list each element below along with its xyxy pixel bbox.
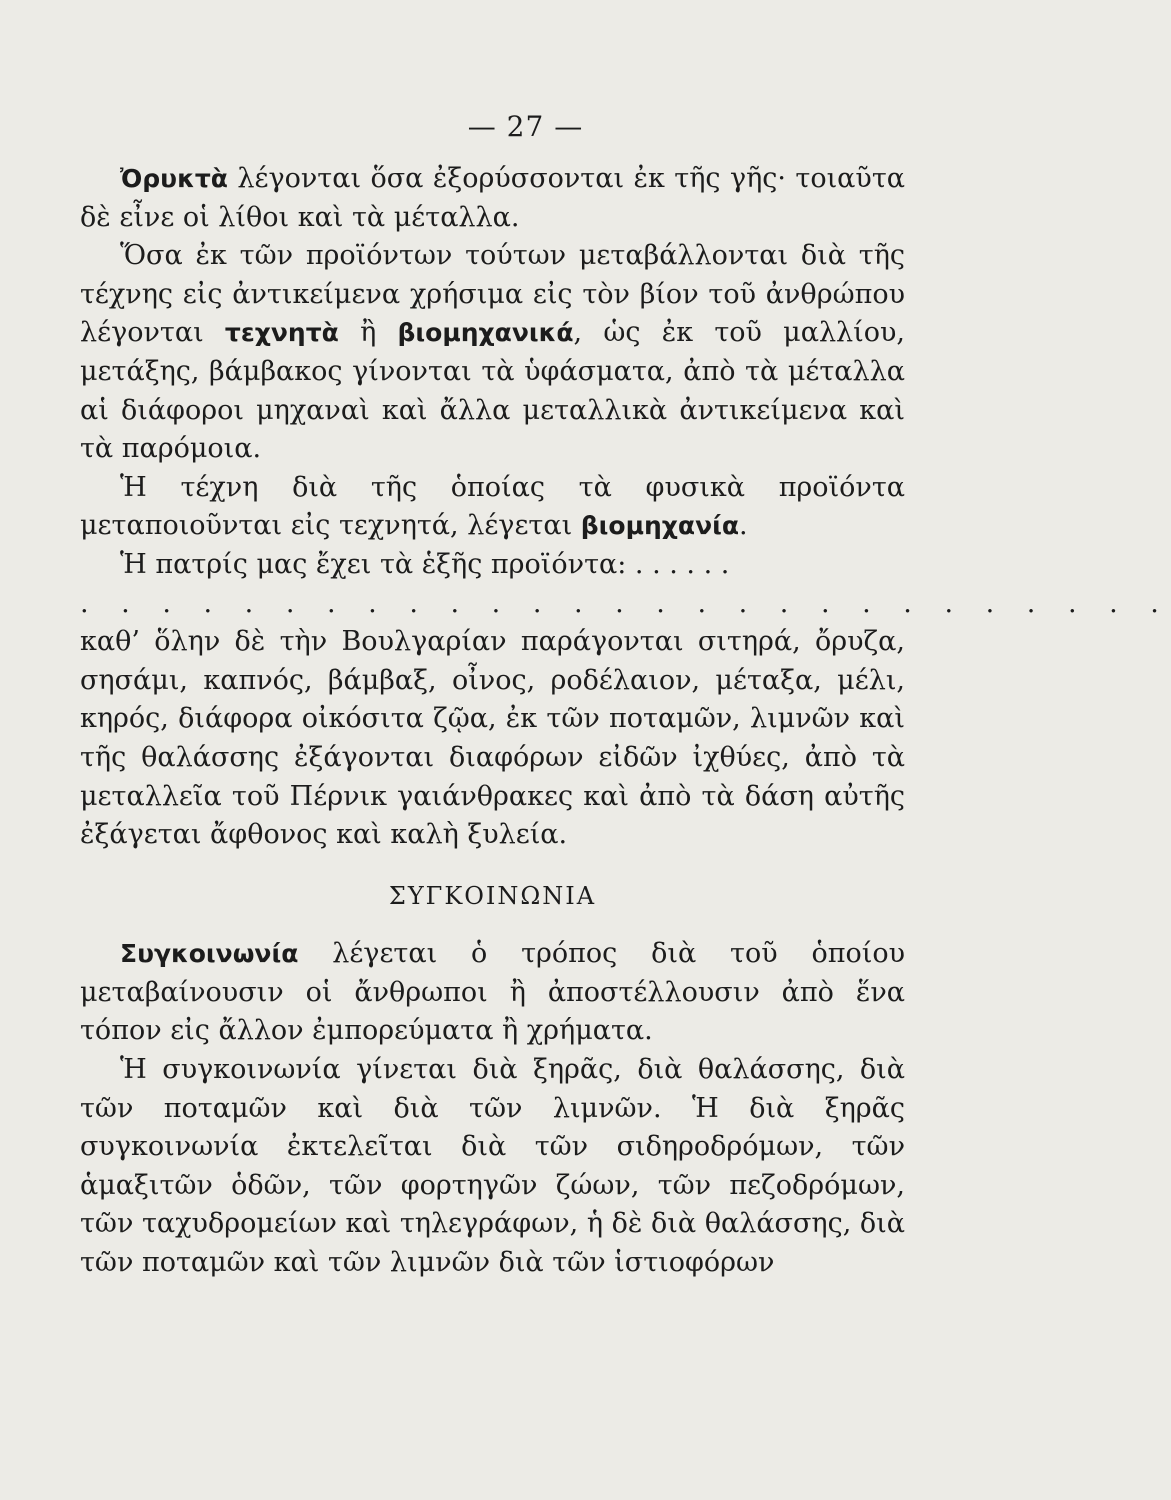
paragraph-communication (80, 935, 905, 1051)
paragraph-industry-text-2: . (739, 510, 748, 542)
term-minerals: Ὀρυκτὰ (120, 164, 228, 193)
paragraph-minerals-text: λέγονται ὅσα ἐξορύσσονται ἐκ τῆς γῆς· τοιαῦτα δὲ εἶνε οἱ λίθοι καὶ τὰ μέταλλα. (80, 163, 905, 233)
term-artificial: τεχνητὰ (224, 318, 339, 348)
paragraph-communication-text: λέγεται ὁ τρόπος διὰ τοῦ ὁποίου μεταβαίνουσιν οἱ ἄνθρωποι ἢ ἀποστέλλουσιν ἀπὸ ἕνα τόπον εἰς ἄλλον ἐμπορεύματα ἢ χρήματα. (80, 938, 905, 1047)
paragraph-manufactured-text-3: , ὡς ἐκ τοῦ μαλλίου, μετάξης, βάμβακος γίνονται τὰ ὑφάσματα, ἀπὸ τὰ μέταλλα αἱ διάφοροι μηχαναὶ καὶ ἄλλα μεταλλικὰ ἀντικείμενα καὶ τὰ παρόμοια. (80, 317, 906, 465)
paragraph-industry (80, 469, 905, 546)
term-industrial: βιομηχανικά (397, 318, 574, 348)
page-number: — 27 — (467, 110, 584, 143)
paragraph-minerals (80, 160, 905, 237)
section-heading: ΣΥΓΚΟΙΝΩΝΙΑ (388, 881, 597, 910)
paragraph-manufactured-text-1: Ὅσα ἐκ τῶν προϊόντων τούτων μεταβάλλονται διὰ τῆς τέχνης εἰς ἀντικείμενα χρήσιμα εἰς τὸν βίον τοῦ ἀνθρώπου λέγονται (80, 240, 905, 349)
page-text (80, 160, 1171, 1283)
paragraph-communication-means: Ἡ συγκοινωνία γίνεται διὰ ξηρᾶς, διὰ θαλάσσης, διὰ τῶν ποταμῶν καὶ διὰ τῶν λιμνῶν. Ἡ διὰ ξηρᾶς συγκοινωνία ἐκτελεῖται διὰ τῶν σιδηροδρόμων, τῶν ἁμαξιτῶν ὁδῶν, τῶν φορτηγῶν ζώων, τῶν πεζοδρόμων, τῶν ταχυδρομείων καὶ τηλεγράφων, ἡ δὲ διὰ θαλάσσης, διὰ τῶν ποταμῶν καὶ τῶν λιμνῶν διὰ τῶν ἱστιοφόρων (80, 1054, 905, 1279)
paragraph-manufactured-text-2: ἢ (338, 317, 398, 349)
term-industry: βιομηχανία (580, 511, 740, 541)
paragraph-industry-text-1: Ἡ τέχνη διὰ τῆς ὁποίας τὰ φυσικὰ προϊόντα μεταποιοῦνται εἰς τεχνητά, λέγεται (80, 471, 905, 542)
paragraph-manufactured (80, 237, 905, 469)
paragraph-bulgaria: καθ’ ὅλην δὲ τὴν Βουλγαρίαν παράγονται σιτηρά, ὄρυζα, σησάμι, καπνός, βάμβαξ, οἶνος, ροδέλαιον, μέταξα, μέλι, κηρός, διάφορα οἰκόσιτα ζῷα, ἐκ τῶν ποταμῶν, λιμνῶν καὶ τῆς θαλάσσης ἐξάγονται διαφόρων εἰδῶν ἰχθύες, ἀπὸ τὰ μεταλλεῖα τοῦ Πέρνικ γαιάνθρακες καὶ ἀπὸ τὰ δάση αὐτῆς ἐξάγεται ἄφθονος καὶ καλὴ ξυλεία. (80, 626, 905, 851)
dotted-line: . . . . . . . . . . . . . . . . . . . . . . . . . . . (80, 587, 1171, 619)
paragraph-products: Ἡ πατρίς μας ἔχει τὰ ἑξῆς προϊόντα: . . . . . . (120, 548, 730, 580)
term-communication: Συγκοινωνία (120, 939, 299, 969)
